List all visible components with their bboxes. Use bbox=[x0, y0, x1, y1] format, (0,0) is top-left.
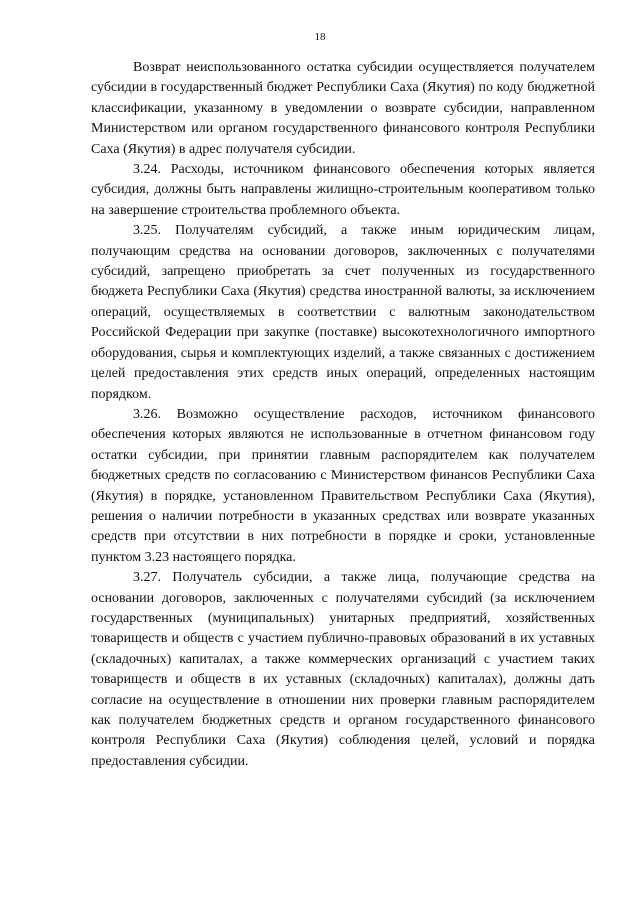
paragraph-3-26: 3.26. Возможно осуществление расходов, источником финансового обеспечения которых являются не использованные в отчетном финансовом году остатки субсидии, при принятии главным распорядителем как получателем бюджетных средств по согласованию с Министерством финансов Республики Саха (Якутия) в порядке, установленном Правительством Республики Саха (Якутия), решения о наличии потребности в указанных средствах или возврате указанных средств при отсутствии в них потребности в порядке и сроки, установленные пунктом 3.23 настоящего порядка. bbox=[91, 406, 595, 565]
paragraph-3-24: 3.24. Расходы, источником финансового обеспечения которых является субсидия, должны быть направлены жилищно-строительным кооперативом только на завершение строительства проблемного объекта. bbox=[91, 162, 595, 218]
paragraph-3-27: 3.27. Получатель субсидии, а также лица, получающие средства на основании договоров, заключенных с получателями субсидий (за исключением государственных (муниципальных) унитарных предприятий, хозяйственных товариществ и обществ с участием публично-правовых образований в их уставных (складочных) капиталах, а также коммерческих организаций с участием таких товариществ и обществ в их уставных (складочных) капиталах), должны дать согласие на осуществление в отношении них проверки главным распорядителем как получателем бюджетных средств и органом государственного финансового контроля Республики Саха (Якутия) соблюдения целей, условий и порядка предоставления субсидии. bbox=[91, 570, 595, 769]
paragraph-subsidy-return: Возврат неиспользованного остатка субсидии осуществляется получателем субсидии в государственный бюджет Республики Саха (Якутия) по коду бюджетной классификации, указанному в уведомлении о возврате субсидии, направленном Министерством или органом государственного финансового контроля Республики Саха (Якутия) в адрес получателя субсидии. bbox=[91, 60, 595, 157]
document-body bbox=[91, 58, 595, 772]
page-number: 18 bbox=[314, 31, 326, 43]
paragraph-3-25: 3.25. Получателям субсидий, а также иным юридическим лицам, получающим средства на основании договоров, заключенных с получателями субсидий, запрещено приобретать за счет полученных из государственного бюджета Республики Саха (Якутия) средства иностранной валюты, за исключением операций, осуществляемых в соответствии с валютным законодательством Российской Федерации при закупке (поставке) высокотехнологичного импортного оборудования, сырья и комплектующих изделий, а также связанных с достижением целей предоставления этих средств иных операций, определенных настоящим порядком. bbox=[91, 223, 595, 402]
